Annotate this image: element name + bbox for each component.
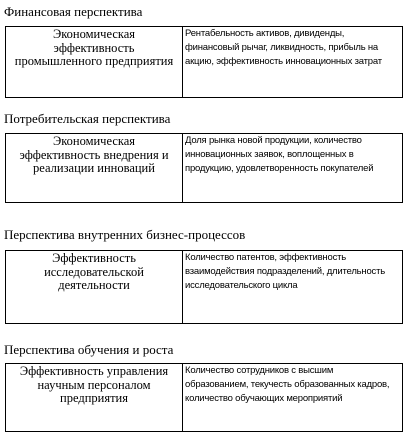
section-heading-learning: Перспектива обучения и роста — [4, 342, 174, 357]
cell-indicators-internal: Количество патентов, эффективность взаимодействия подразделений, длительность исследовательского цикла — [185, 252, 385, 291]
section-heading-internal: Перспектива внутренних бизнес-процессов — [4, 227, 246, 242]
cell-goal-learning: Эффективность управления научным персоналом предприятия — [6, 364, 183, 431]
table-learning — [5, 363, 403, 432]
table-financial — [5, 26, 403, 98]
section-heading-financial: Финансовая перспектива — [4, 4, 143, 19]
cell-goal-financial: Экономическая эффективность промышленного предприятия — [6, 27, 183, 97]
cell-indicators-financial: Рентабельность активов, дивиденды, финансовый рычаг, ликвидность, прибыль на акцию, эффективность инновационных затрат — [185, 28, 382, 67]
cell-indicators-customer: Доля рынка новой продукции, количество инновационных заявок, воплощенных в продукцию, удовлетворенность покупателей — [185, 135, 374, 174]
cell-goal-customer: Экономическая эффективность внедрения и реализации инноваций — [6, 134, 183, 202]
section-heading-customer: Потребительская перспектива — [4, 111, 171, 126]
cell-goal-internal: Эффективность исследовательской деятельности — [6, 251, 183, 323]
table-customer — [5, 133, 403, 203]
table-internal — [5, 250, 403, 324]
cell-indicators-learning: Количество сотрудников с высшим образованием, текучесть образованных кадров, количество обучающих мероприятий — [185, 365, 390, 404]
